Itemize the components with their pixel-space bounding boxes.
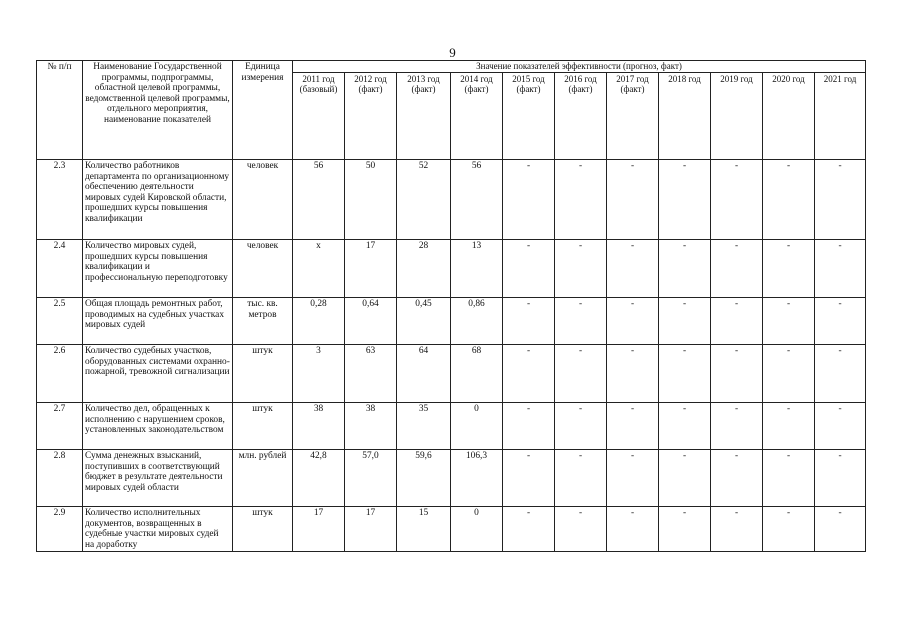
value-cell: - [503, 450, 555, 507]
header-year: 2011 год (базовый) [293, 73, 345, 160]
value-cell: - [659, 450, 711, 507]
value-cell: 28 [397, 240, 451, 298]
value-cell: - [763, 345, 815, 403]
value-cell: 0,64 [345, 298, 397, 345]
value-cell: 35 [397, 403, 451, 450]
value-cell: 38 [293, 403, 345, 450]
value-cell: 0,45 [397, 298, 451, 345]
value-cell: - [763, 240, 815, 298]
value-cell: - [607, 403, 659, 450]
value-cell: 63 [345, 345, 397, 403]
unit-cell: штук [233, 507, 293, 552]
indicator-name: Количество мировых судей, прошедших курсы повышения квалификации и профессиональную переподготовку [83, 240, 233, 298]
unit-cell: тыс. кв. метров [233, 298, 293, 345]
value-cell: - [711, 507, 763, 552]
header-year: 2014 год (факт) [451, 73, 503, 160]
indicator-name: Количество работников департамента по организационному обеспечению деятельности мировых судей Кировской области, прошедших курсы повышения квалификации [83, 160, 233, 240]
indicator-name: Количество судебных участков, оборудованных системами охранно-пожарной, тревожной сигнализации [83, 345, 233, 403]
table-row [37, 345, 866, 403]
value-cell: - [555, 507, 607, 552]
value-cell: 3 [293, 345, 345, 403]
value-cell: - [503, 403, 555, 450]
header-year: 2012 год (факт) [345, 73, 397, 160]
value-cell: 0,86 [451, 298, 503, 345]
value-cell: - [815, 240, 866, 298]
table-row [37, 298, 866, 345]
value-cell: - [763, 403, 815, 450]
value-cell: - [711, 298, 763, 345]
value-cell: - [711, 450, 763, 507]
table-row [37, 240, 866, 298]
value-cell: 0,28 [293, 298, 345, 345]
header-year: 2015 год (факт) [503, 73, 555, 160]
value-cell: 17 [293, 507, 345, 552]
value-cell: - [555, 298, 607, 345]
value-cell: - [763, 160, 815, 240]
row-number: 2.6 [37, 345, 83, 403]
unit-cell: штук [233, 345, 293, 403]
indicator-name: Общая площадь ремонтных работ, проводимых на судебных участках мировых судей [83, 298, 233, 345]
value-cell: - [659, 298, 711, 345]
value-cell: 52 [397, 160, 451, 240]
value-cell: 59,6 [397, 450, 451, 507]
value-cell: 56 [293, 160, 345, 240]
value-cell: - [607, 160, 659, 240]
indicators-table [36, 60, 866, 552]
header-unit: Единица измерения [233, 61, 293, 160]
value-cell: 64 [397, 345, 451, 403]
value-cell: - [659, 240, 711, 298]
value-cell: - [815, 298, 866, 345]
value-cell: 50 [345, 160, 397, 240]
row-number: 2.9 [37, 507, 83, 552]
header-name: Наименование Государственной программы, подпрограммы, областной целевой программы, ведомственной целевой программы, отдельного мероприятия, наименование показателей [83, 61, 233, 160]
value-cell: - [763, 450, 815, 507]
value-cell: - [815, 160, 866, 240]
unit-cell: млн. рублей [233, 450, 293, 507]
value-cell: 0 [451, 507, 503, 552]
row-number: 2.5 [37, 298, 83, 345]
value-cell: - [815, 403, 866, 450]
value-cell: - [607, 345, 659, 403]
header-year: 2016 год (факт) [555, 73, 607, 160]
unit-cell: человек [233, 240, 293, 298]
value-cell: - [659, 507, 711, 552]
header-num: № п/п [37, 61, 83, 160]
table-row [37, 160, 866, 240]
value-cell: 56 [451, 160, 503, 240]
row-number: 2.7 [37, 403, 83, 450]
value-cell: - [659, 160, 711, 240]
header-year: 2017 год (факт) [607, 73, 659, 160]
value-cell: - [503, 298, 555, 345]
indicator-name: Сумма денежных взысканий, поступивших в соответствующий бюджет в результате деятельности мировых судей области [83, 450, 233, 507]
header-year: 2018 год [659, 73, 711, 160]
value-cell: - [815, 507, 866, 552]
value-cell: - [503, 240, 555, 298]
row-number: 2.4 [37, 240, 83, 298]
value-cell: - [503, 507, 555, 552]
value-cell: - [711, 403, 763, 450]
value-cell: - [503, 345, 555, 403]
value-cell: - [607, 240, 659, 298]
header-year: 2020 год [763, 73, 815, 160]
value-cell: - [555, 403, 607, 450]
unit-cell: штук [233, 403, 293, 450]
header-values-title: Значение показателей эффективности (прогноз, факт) [293, 61, 866, 73]
value-cell: 17 [345, 507, 397, 552]
value-cell: - [711, 160, 763, 240]
value-cell: 57,0 [345, 450, 397, 507]
value-cell: - [607, 298, 659, 345]
value-cell: 38 [345, 403, 397, 450]
value-cell: - [555, 240, 607, 298]
value-cell: - [555, 345, 607, 403]
table-row [37, 507, 866, 552]
value-cell: - [711, 240, 763, 298]
value-cell: - [711, 345, 763, 403]
value-cell: 0 [451, 403, 503, 450]
row-number: 2.3 [37, 160, 83, 240]
value-cell: - [555, 450, 607, 507]
value-cell: - [659, 403, 711, 450]
header-year: 2021 год [815, 73, 866, 160]
value-cell: - [815, 450, 866, 507]
indicator-name: Количество дел, обращенных к исполнению с нарушением сроков, установленных законодательством [83, 403, 233, 450]
value-cell: 17 [345, 240, 397, 298]
row-number: 2.8 [37, 450, 83, 507]
page-number: 9 [449, 45, 456, 60]
table-row [37, 403, 866, 450]
value-cell: - [607, 507, 659, 552]
value-cell: - [503, 160, 555, 240]
value-cell: х [293, 240, 345, 298]
header-year: 2013 год (факт) [397, 73, 451, 160]
indicator-name: Количество исполнительных документов, возвращенных в судебные участки мировых судей на доработку [83, 507, 233, 552]
header-year: 2019 год [711, 73, 763, 160]
table-row [37, 450, 866, 507]
table-body [37, 160, 866, 552]
value-cell: 42,8 [293, 450, 345, 507]
value-cell: 68 [451, 345, 503, 403]
value-cell: - [763, 507, 815, 552]
value-cell: - [555, 160, 607, 240]
value-cell: 15 [397, 507, 451, 552]
value-cell: - [607, 450, 659, 507]
value-cell: 106,3 [451, 450, 503, 507]
value-cell: - [815, 345, 866, 403]
value-cell: 13 [451, 240, 503, 298]
value-cell: - [763, 298, 815, 345]
value-cell: - [659, 345, 711, 403]
unit-cell: человек [233, 160, 293, 240]
